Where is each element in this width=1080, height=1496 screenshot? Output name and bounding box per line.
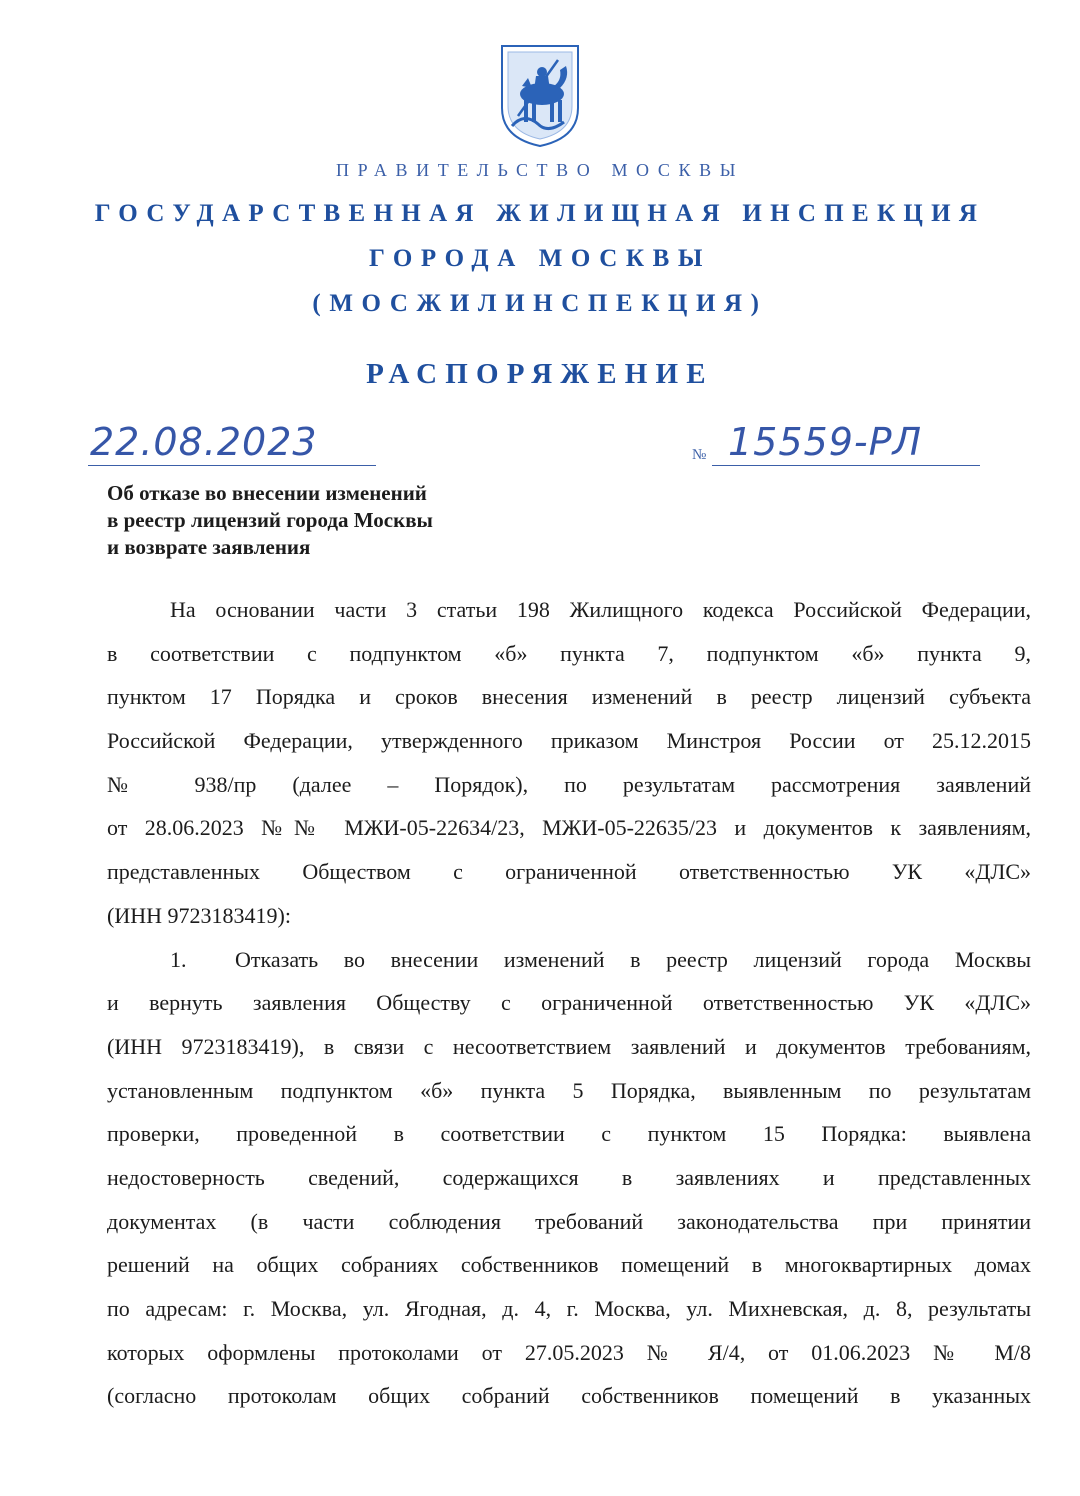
- body-line: и вернуть заявления Обществу с ограниченной ответственностью УК «ДЛС»: [107, 990, 1031, 1016]
- body-line: Российской Федерации, утвержденного приказом Минстроя России от 25.12.2015: [107, 728, 1031, 754]
- body-line: На основании части 3 статьи 198 Жилищного кодекса Российской Федерации,: [170, 597, 1031, 622]
- government-title: ПРАВИТЕЛЬСТВО МОСКВЫ: [335, 160, 744, 180]
- document-type-title: РАСПОРЯЖЕНИЕ: [366, 358, 714, 390]
- body-line: которых оформлены протоколами от 27.05.2023 № Я/4, от 01.06.2023 № М/8: [107, 1339, 1031, 1365]
- number-sign: №: [692, 447, 707, 463]
- document-subject: [107, 480, 433, 561]
- subject-line: Об отказе во внесении изменений: [107, 481, 427, 505]
- body-line: решений на общих собраниях собственников помещений в многоквартирных домах: [107, 1252, 1031, 1278]
- subject-line: и возврате заявления: [107, 535, 311, 559]
- moscow-coat-of-arms-icon: [498, 42, 582, 150]
- body-line: документах (в части соблюдения требований законодательства при принятии: [107, 1208, 1031, 1234]
- body-line: пунктом 17 Порядка и сроков внесения изменений в реестр лицензий субъекта: [107, 684, 1031, 710]
- body-line: Отказать во внесении изменений в реестр лицензий города Москвы: [235, 946, 1031, 972]
- body-line: недостоверность сведений, содержащихся в заявлениях и представленных: [107, 1164, 1031, 1190]
- body-line: (ИНН 9723183419), в связи с несоответствием заявлений и документов требованиям,: [107, 1033, 1031, 1059]
- handwritten-date: 22.08.2023: [90, 420, 318, 464]
- document-number-field: [692, 420, 982, 468]
- document-date-field: [88, 420, 376, 468]
- inspection-title-line3: (МОСЖИЛИНСПЕКЦИЯ): [312, 290, 768, 317]
- body-line: представленных Обществом с ограниченной ответственностью УК «ДЛС»: [107, 859, 1031, 885]
- inspection-title-line2: ГОРОДА МОСКВЫ: [368, 245, 712, 272]
- handwritten-number: 15559-РЛ: [728, 420, 923, 464]
- body-line: проверки, проведенной в соответствии с пунктом 15 Порядка: выявлена: [107, 1121, 1031, 1147]
- subject-line: в реестр лицензий города Москвы: [107, 508, 433, 532]
- body-line: по адресам: г. Москва, ул. Ягодная, д. 4, г. Москва, ул. Михневская, д. 8, результаты: [107, 1296, 1031, 1321]
- number-underline: [712, 465, 980, 466]
- inspection-title-line1: ГОСУДАРСТВЕННАЯ ЖИЛИЩНАЯ ИНСПЕКЦИЯ: [94, 200, 986, 227]
- body-line: № 938/пр (далее – Порядок), по результатам рассмотрения заявлений: [107, 771, 1031, 797]
- body-line: от 28.06.2023 №№ МЖИ-05-22634/23, МЖИ-05-22635/23 и документов к заявлениям,: [107, 815, 1031, 841]
- document-body: [107, 588, 1031, 1418]
- body-line: (ИНН 9723183419):: [107, 902, 291, 928]
- body-line: в соответствии с подпунктом «б» пункта 7, подпунктом «б» пункта 9,: [107, 640, 1031, 666]
- body-line: установленным подпунктом «б» пункта 5 Порядка, выявленным по результатам: [107, 1077, 1031, 1103]
- list-item-number: 1.: [170, 946, 187, 972]
- list-item-first-line: [107, 938, 1031, 982]
- date-underline: [88, 465, 376, 466]
- body-line: (согласно протоколам общих собраний собственников помещений в указанных: [107, 1383, 1031, 1409]
